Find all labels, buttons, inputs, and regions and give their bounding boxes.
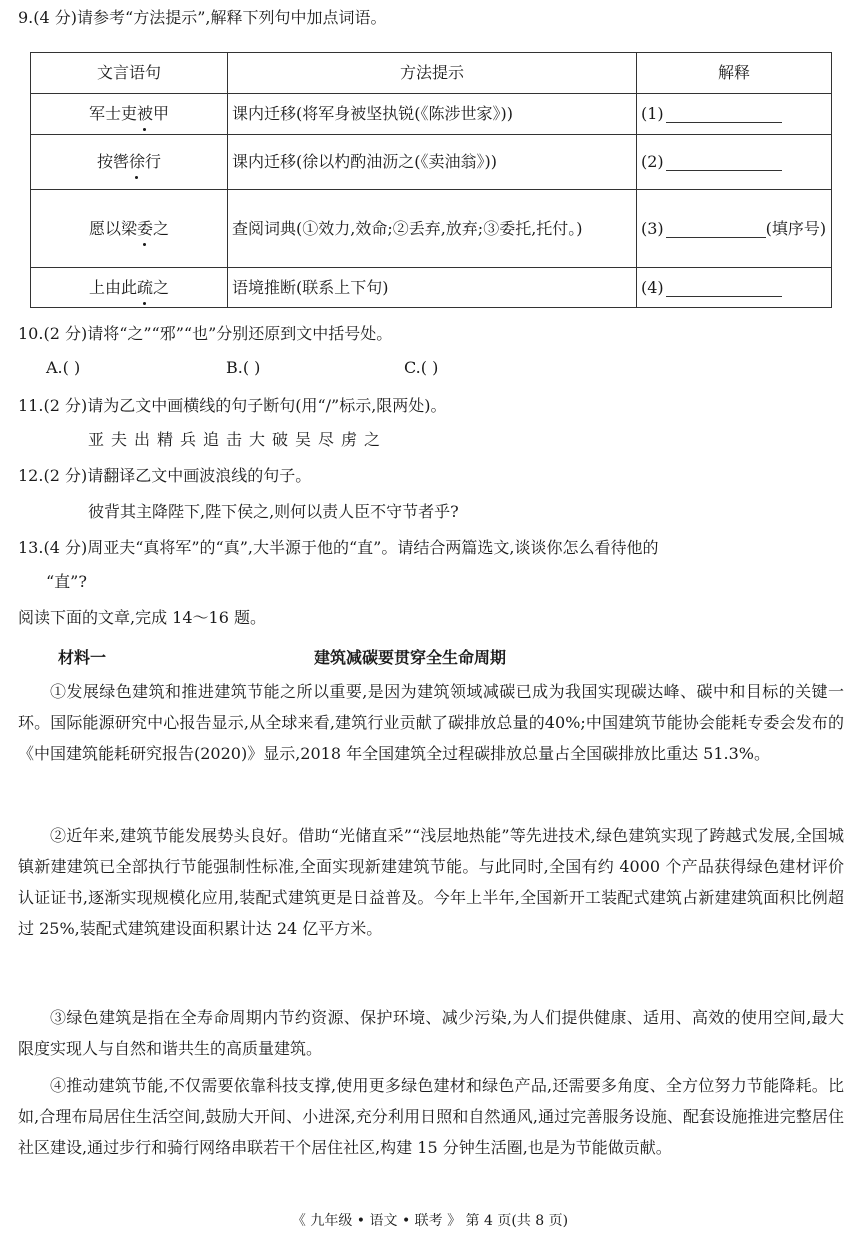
q10-option-b: B.( ): [226, 358, 261, 377]
table-row: [31, 268, 832, 308]
header-hint: 方法提示: [228, 53, 637, 94]
dotted-word: 徐: [129, 149, 145, 175]
table-row: [31, 135, 832, 190]
sentence-text: 甲: [153, 104, 170, 123]
sentence-text: 行: [145, 152, 162, 171]
hint-cell: 课内迁移(徐以杓酌油沥之(《卖油翁》)): [228, 135, 637, 190]
q11-sentence: 亚夫出精兵追击大破吴尽虏之: [88, 430, 388, 449]
answer-blank[interactable]: [666, 104, 782, 123]
sentence-cell: [31, 135, 228, 190]
answer-cell: [637, 190, 832, 268]
answer-number: (1): [641, 104, 664, 123]
sentence-text: 上由此: [88, 277, 137, 297]
q13-prompt: 13.(4 分)周亚夫“真将军”的“真”,大半源于他的“直”。请结合两篇选文,谈谈你怎么看待他的: [18, 538, 659, 557]
q11-prompt: 11.(2 分)请为乙文中画横线的句子断句(用“/”标示,限两处)。: [18, 396, 447, 415]
q9-table: [30, 52, 832, 308]
paragraph-4: [18, 1070, 844, 1163]
q12-prompt: 12.(2 分)请翻译乙文中画波浪线的句子。: [18, 466, 312, 485]
q9-prompt: 9.(4 分)请参考“方法提示”,解释下列句中加点词语。: [18, 8, 387, 27]
paragraph-text: ④推动建筑节能,不仅需要依靠科技支撑,使用更多绿色建材和绿色产品,还需要多角度、全方位努力节能降耗。比如,合理布局居住生活空间,鼓励大开间、小进深,充分利用日照和自然通风,通过完善服务设施、配套设施推进完整居住社区建设,通过步行和骑行网络串联若干个居住社区,构建 15 分钟生活圈,也是为节能做贡献。: [18, 1076, 844, 1157]
answer-suffix: (填序号): [765, 218, 827, 238]
answer-cell: [637, 94, 832, 135]
paragraph-text: ②近年来,建筑节能发展势头良好。借助“光储直采”“浅层地热能”等先进技术,绿色建筑实现了跨越式发展,全国城镇新建建筑已全部执行节能强制性标准,全面实现新建建筑节能。与此同时,全国有约 4000 个产品获得绿色建材评价认证证书,逐渐实现规模化应用,装配式建筑更是日益普及。今年上半年,全国新开工装配式建筑占新建建筑面积比例超过 25%,装配式建筑建设面积累计达 24 亿平方米。: [18, 826, 844, 938]
sentence-text: 军士吏: [88, 104, 137, 123]
sentence-cell: [31, 190, 228, 268]
q10-option-a: A.( ): [46, 358, 81, 377]
dotted-word: 疏: [137, 275, 153, 301]
dotted-word: 被: [137, 101, 153, 127]
paragraph-text: ③绿色建筑是指在全寿命周期内节约资源、保护环境、减少污染,为人们提供健康、适用、高效的使用空间,最大限度实现人与自然和谐共生的高质量建筑。: [18, 1008, 844, 1058]
dotted-word: 委: [137, 216, 153, 242]
answer-cell: [637, 135, 832, 190]
sentence-text: 按辔: [96, 152, 129, 171]
q12-sentence: 彼背其主降陛下,陛下侯之,则何以责人臣不守节者乎?: [88, 502, 459, 521]
answer-number: (2): [641, 152, 664, 171]
answer-blank[interactable]: [666, 278, 782, 297]
answer-cell: [637, 268, 832, 308]
sentence-text: 愿以梁: [88, 218, 137, 238]
page-footer: 《 九年级 • 语文 • 联考 》 第 4 页(共 8 页): [291, 1213, 569, 1229]
q13-prompt-cont: “直”?: [46, 572, 87, 591]
hint-cell: 语境推断(联系上下句): [228, 268, 637, 308]
header-sentence: 文言语句: [31, 53, 228, 94]
answer-blank[interactable]: [666, 219, 766, 238]
q9-header-row: [31, 53, 832, 94]
paragraph-text: ①发展绿色建筑和推进建筑节能之所以重要,是因为建筑领域减碳已成为我国实现碳达峰、碳中和目标的关键一环。国际能源研究中心报告显示,从全球来看,建筑行业贡献了碳排放总量的40%;中国建筑节能协会能耗专委会发布的《中国建筑能耗研究报告(2020)》显示,2018 年全国建筑全过程碳排放总量占全国碳排放比重达 51.3%。: [18, 682, 844, 763]
answer-number: (3): [641, 218, 664, 238]
answer-number: (4): [641, 277, 664, 297]
table-row: [31, 94, 832, 135]
paragraph-2: [18, 820, 844, 944]
header-explain: 解释: [637, 53, 832, 94]
article-title: 建筑减碳要贯穿全生命周期: [314, 648, 507, 667]
q10-prompt: 10.(2 分)请将“之”“邪”“也”分别还原到文中括号处。: [18, 324, 393, 343]
material-label: 材料一: [58, 648, 107, 667]
hint-cell: 查阅词典(①效力,效命;②丢弃,放弃;③委托,托付。): [228, 190, 637, 268]
paragraph-3: [18, 1002, 844, 1064]
paragraph-1: [18, 676, 844, 769]
table-row: [31, 190, 832, 268]
hint-cell: 课内迁移(将军身被坚执锐(《陈涉世家》)): [228, 94, 637, 135]
sentence-cell: [31, 94, 228, 135]
sentence-text: 之: [153, 277, 170, 297]
q10-option-c: C.( ): [404, 358, 439, 377]
sentence-text: 之: [153, 218, 170, 238]
reading-intro: 阅读下面的文章,完成 14～16 题。: [18, 608, 266, 627]
answer-blank[interactable]: [666, 152, 782, 171]
sentence-cell: [31, 268, 228, 308]
